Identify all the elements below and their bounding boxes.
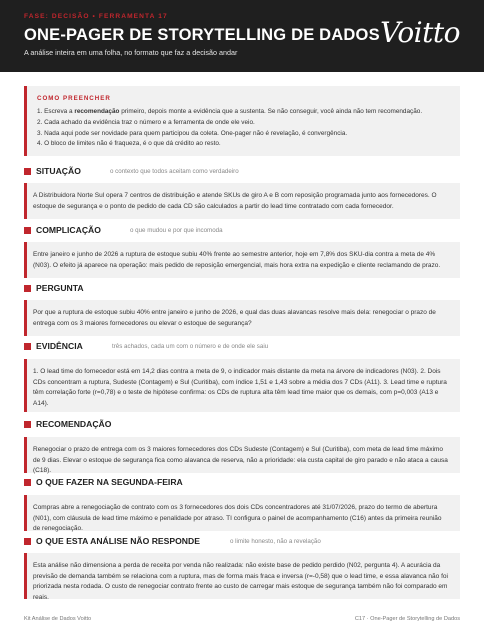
page-subtitle: A análise inteira em uma folha, no formato que faz a decisão andar — [24, 48, 238, 57]
voitto-logo: Voitto — [380, 16, 460, 49]
section-title: EVIDÊNCIA — [36, 341, 83, 351]
section-hint: o que mudou e por que incomoda — [130, 227, 223, 234]
section-box-complicacao — [24, 242, 460, 278]
how-to-fill-title: COMO PREENCHER — [37, 95, 111, 102]
section-marker-icon — [24, 479, 31, 486]
section-header-segunda-feira — [24, 477, 460, 489]
list-item — [37, 118, 450, 129]
item-text: primeiro, depois monte a evidência que a sustenta. Se não conseguir, você ainda não tem recomendação. — [119, 108, 423, 115]
section-header-pergunta — [24, 283, 460, 295]
section-hint: o limite honesto, não a revelação — [230, 538, 321, 545]
item-bold-text: recomendação — [74, 108, 120, 115]
section-hint: o contexto que todos aceitam como verdadeiro — [110, 168, 239, 175]
how-to-fill-box — [24, 86, 460, 156]
page-header — [0, 0, 484, 72]
section-marker-icon — [24, 421, 31, 428]
section-title: O QUE FAZER NA SEGUNDA-FEIRA — [36, 477, 183, 487]
section-header-evidencia — [24, 341, 460, 353]
list-item — [37, 107, 450, 118]
footer-right-text: C17 · One-Pager de Storytelling de Dados — [354, 616, 460, 622]
section-text: Compras abre a renegociação de contrato com os 3 fornecedores dos dois CDs concentradores até 31/07/2026, prazo do termo de abertura (N01), com cláusula de lead time máximo e penalidade por atraso. TI configura o painel de acompanhamento (C16) antes da primeira reunião de renegociação. — [33, 504, 442, 533]
item-number: 1. — [37, 108, 43, 115]
section-header-situacao — [24, 166, 460, 178]
section-marker-icon — [24, 343, 31, 350]
section-box-limites — [24, 553, 460, 599]
section-text: A Distribuidora Norte Sul opera 7 centros de distribuição e atende SKUs de giro A e B com reposição programada junto aos fornecedores. O estoque de segurança e o ponto de pedido de cada CD são calculados a partir do lead time contratado com cada fornecedor. — [33, 192, 437, 210]
section-marker-icon — [24, 285, 31, 292]
section-text: Entre janeiro e junho de 2026 a ruptura de estoque subiu 40% frente ao semestre anterior, hoje em 7,8% dos SKU-dia contra a meta de 4% (N03). O efeito já aparece na operação: mais pedido de reposição emergencial, mais hora extra na expedição e cliente reclamando de prazo. — [33, 251, 441, 269]
item-number: 4. — [37, 140, 43, 148]
section-title: PERGUNTA — [36, 283, 84, 293]
footer-left-text: Kit Análise de Dados Voitto — [24, 616, 92, 622]
section-title: COMPLICAÇÃO — [36, 225, 101, 235]
section-header-recomendacao — [24, 419, 460, 431]
item-number: 2. — [37, 118, 43, 126]
section-title: SITUAÇÃO — [36, 166, 81, 176]
section-box-recomendacao — [24, 437, 460, 473]
section-title: O QUE ESTA ANÁLISE NÃO RESPONDE — [36, 536, 200, 546]
list-item — [37, 129, 450, 140]
section-marker-icon — [24, 168, 31, 175]
section-marker-icon — [24, 227, 31, 234]
section-text: Esta análise não dimensiona a perda de receita por venda não realizada: não existe base de pedido perdido (N02, pergunta 4). A acurácia da previsão de demanda também se relaciona com a ruptura, mas de forma mais fraca e inversa (r=-0,58) que o lead time, e essa alavanca não foi priorizada nesta rodada. O custo de renegociar contrato frente ao custo de carregar mais estoque de segurança também não foi comparado em reais. — [33, 562, 448, 601]
section-box-evidencia — [24, 359, 460, 412]
section-header-limites — [24, 536, 460, 548]
item-text: Escreva a — [44, 108, 75, 115]
section-hint: três achados, cada um com o número e de onde ele saiu — [112, 343, 269, 350]
section-header-complicacao — [24, 225, 460, 237]
section-text: Renegociar o prazo de entrega com os 3 maiores fornecedores dos CDs Sudeste (Contagem) e Sul (Curitiba), com meta de lead time máximo de 9 dias. Elevar o estoque de segurança fica como alavanca de reserva, não a prioridade: ela custa capital de giro parado e não ataca a causa (C18). — [33, 446, 448, 475]
section-box-pergunta — [24, 300, 460, 336]
section-box-situacao — [24, 183, 460, 219]
section-box-segunda-feira — [24, 495, 460, 531]
section-title: RECOMENDAÇÃO — [36, 419, 112, 429]
section-marker-icon — [24, 538, 31, 545]
phase-eyebrow: FASE: DECISÃO • FERRAMENTA 17 — [24, 13, 168, 20]
item-number: 3. — [37, 129, 43, 137]
page-title: ONE-PAGER DE STORYTELLING DE DADOS — [24, 26, 380, 44]
list-item — [37, 139, 450, 150]
item-text: O bloco de limites não é fraqueza, é o que dá crédito ao resto. — [44, 140, 221, 148]
item-text: Cada achado da evidência traz o número e a ferramenta de onde ele veio. — [44, 118, 255, 126]
section-text: 1. O lead time do fornecedor está em 14,2 dias contra a meta de 9, o indicador mais distante da meta na árvore de indicadores (N03). 2. Dois CDs concentram a ruptura, Sudeste (Contagem) e Sul (Curitiba), com índice 1,51 e 1,43 sobre a média dos 7 CDs (A11). 3. Lead time e ruptura têm correlação forte (r=0,78) e o teste de hipótese confirma: os CDs de ruptura alta têm lead time maior que os demais, com p=0,003 (A13 e A14). — [33, 368, 447, 407]
section-text: Por que a ruptura de estoque subiu 40% entre janeiro e junho de 2026, e qual das duas alavancas resolve mais dela: renegociar o prazo de entrega com os 3 maiores fornecedores ou elevar o estoque de segurança? — [33, 309, 436, 327]
how-to-fill-list — [37, 107, 450, 150]
item-text: Nada aqui pode ser novidade para quem participou da coleta. One-pager não é revelação, é convergência. — [44, 129, 348, 137]
